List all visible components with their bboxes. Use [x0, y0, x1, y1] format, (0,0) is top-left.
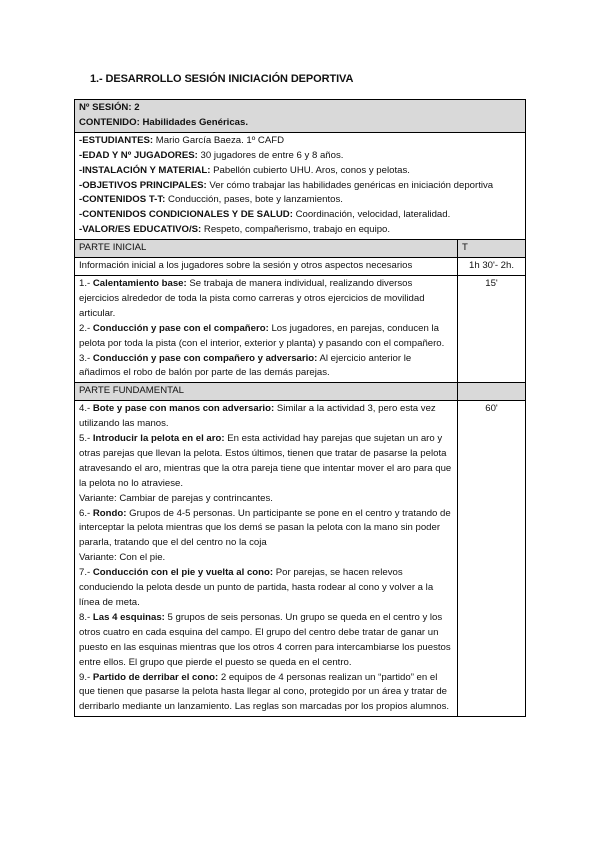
info-facility-label: -INSTALACIÓN Y MATERIAL: — [79, 164, 211, 176]
exercise-7 — [79, 566, 453, 611]
exercise-3-label: Conducción y pase con compañero y adversario: — [92, 352, 318, 364]
exercise-2 — [79, 322, 453, 352]
exercise-4-label: Bote y pase con manos con adversario: — [92, 403, 275, 415]
info-objectives-label: -OBJETIVOS PRINCIPALES: — [79, 179, 207, 191]
exercise-6-variant: Variante: Con el pie. — [79, 552, 166, 564]
exercise-6-label: Rondo: — [92, 507, 127, 519]
info-values-label: -VALOR/ES EDUCATIVO/S: — [79, 224, 202, 236]
exercise-3-num: 3.- — [79, 352, 93, 364]
exercise-1-text: Se trabaja de manera individual, realizando diversos ejercicios alrededor de toda la pista como carreras y otros ejercicios de movilidad articular. — [79, 277, 425, 319]
info-contents-tt-value: Conducción, pases, bote y lanzamientos. — [165, 194, 343, 206]
exercise-6 — [79, 507, 453, 552]
exercise-4 — [79, 402, 453, 432]
exercise-7-text: Por parejas, se hacen relevos conduciendo la pelota desde un punto de partida, hasta rodear al cono y volver a la línea de meta. — [79, 567, 434, 608]
exercise-4-text: Similar a la actividad 3, pero esta vez utilizando las manos. — [79, 403, 436, 430]
parte-fundamental-header: PARTE FUNDAMENTAL — [75, 383, 458, 401]
session-table — [74, 99, 526, 717]
exercise-3 — [79, 352, 453, 382]
info-values-value: Respeto, compañerismo, trabajo en equipo. — [201, 224, 391, 236]
document-title: 1.- DESARROLLO SESIÓN INICIACIÓN DEPORTIVA — [90, 73, 354, 85]
info-row — [75, 132, 526, 239]
exercise-1-label: Calentamiento base: — [92, 277, 187, 289]
exercise-9-text: 2 equipos de 4 personas realizan un “partido” en el que tienen que pasarse la pelota hasta llegar al cono, protegido por un área y tratar de derribarlo mediante un lanzamiento. Las reglas son marcadas por los propios alumnos. — [79, 671, 450, 713]
exercise-9 — [79, 671, 453, 716]
intro-row — [75, 258, 526, 276]
exercise-5 — [79, 432, 453, 492]
info-objectives — [79, 179, 521, 194]
info-students-value: Mario García Baeza. 1º CAFD — [153, 134, 285, 146]
info-contents-health-label: -CONTENIDOS CONDICIONALES Y DE SALUD: — [79, 209, 293, 221]
info-facility-value: Pabellón cubierto UHU. Aros, conos y pelotas. — [210, 164, 410, 176]
main-row — [75, 401, 526, 717]
exercise-7-num: 7.- — [79, 567, 93, 579]
exercise-8 — [79, 611, 453, 671]
exercise-2-text: Los jugadores, en parejas, conducen la pelota por toda la pista (con el interior, exterior y planta) y pasando con el compañero. — [79, 322, 445, 349]
exercise-7-label: Conducción con el pie y vuelta al cono: — [92, 567, 274, 579]
content-label: CONTENIDO: — [79, 116, 140, 128]
info-contents-tt — [79, 193, 521, 208]
info-contents-health — [79, 208, 521, 223]
exercise-8-text: 5 grupos de seis personas. Un grupo se queda en el centro y los otros cuatro en cada esquina del campo. El grupo del centro debe tratar de ganar un puesto en las esquinas mientras que los otros 4 corren para intercambiarse los puestos entre ellos. El grupo que pierde el puesto se queda en el centro. — [79, 611, 451, 668]
info-students — [79, 134, 521, 149]
info-contents-health-value: Coordinación, velocidad, lateralidad. — [292, 209, 451, 221]
exercise-9-num: 9.- — [79, 671, 93, 683]
info-cell — [75, 132, 526, 239]
session-content — [79, 116, 521, 131]
exercise-1 — [79, 277, 453, 322]
info-facility — [79, 164, 521, 179]
session-number: Nº SESIÓN: 2 — [79, 102, 140, 113]
info-contents-tt-label: -CONTENIDOS T-T: — [79, 194, 166, 206]
exercise-5-num: 5.- — [79, 433, 93, 445]
exercise-8-label: Las 4 esquinas: — [92, 611, 165, 623]
intro-time: 1h 30'- 2h. — [458, 258, 526, 276]
info-age-value: 30 jugadores de entre 6 y 8 años. — [197, 149, 344, 161]
exercise-6-num: 6.- — [79, 507, 93, 519]
time-header: T — [458, 240, 526, 258]
warmup-time: 15' — [458, 275, 526, 382]
warmup-exercises-cell — [75, 275, 458, 382]
intro-text: Información inicial a los jugadores sobre la sesión y otros aspectos necesarios — [75, 258, 458, 276]
exercise-4-num: 4.- — [79, 403, 93, 415]
info-students-label: -ESTUDIANTES: — [79, 134, 154, 146]
content-value: Habilidades Genéricas. — [142, 116, 249, 128]
main-time: 60' — [458, 401, 526, 717]
info-age-players — [79, 149, 521, 164]
info-age-label: -EDAD Y Nº JUGADORES: — [79, 149, 198, 161]
exercise-9-label: Partido de derribar el cono: — [92, 671, 219, 683]
info-values — [79, 223, 521, 238]
exercise-2-label: Conducción y pase con el compañero: — [92, 322, 269, 334]
exercise-5-variant: Variante: Cambiar de parejas y contrincantes. — [79, 492, 273, 504]
warmup-row — [75, 275, 526, 382]
exercise-2-num: 2.- — [79, 322, 93, 334]
main-exercises-cell — [75, 401, 458, 717]
session-header-row — [75, 100, 526, 133]
info-objectives-value: Ver cómo trabajar las habilidades genéricas en iniciación deportiva — [206, 179, 494, 191]
parte-fundamental-header-row — [75, 383, 526, 401]
session-header-cell — [75, 100, 526, 133]
exercise-8-num: 8.- — [79, 611, 93, 623]
exercise-6-text: Grupos de 4-5 personas. Un participante se pone en el centro y tratando de interceptar la pelota mientras que los demś se pasan la pelota con la mano sin poder pararla, tratando que el del centro no la coja — [79, 507, 451, 549]
exercise-1-num: 1.- — [79, 277, 93, 289]
exercise-5-text: En esta actividad hay parejas que sujetan un aro y otras parejas que llevan la pelota. Estos últimos, tienen que tratar de pasarse la pelota atravesando el aro, mientras que la otra pareja tiene que intentar mover el aro para que la pelota no lo atraviese. — [79, 433, 452, 489]
exercise-5-label: Introducir la pelota en el aro: — [92, 433, 225, 445]
parte-inicial-header: PARTE INICIAL — [75, 240, 458, 258]
parte-fundamental-header-empty — [458, 383, 526, 401]
parte-inicial-header-row — [75, 240, 526, 258]
exercise-3-text: Al ejercicio anterior le añadimos el robo de balón por parte de las demás parejas. — [79, 352, 412, 379]
